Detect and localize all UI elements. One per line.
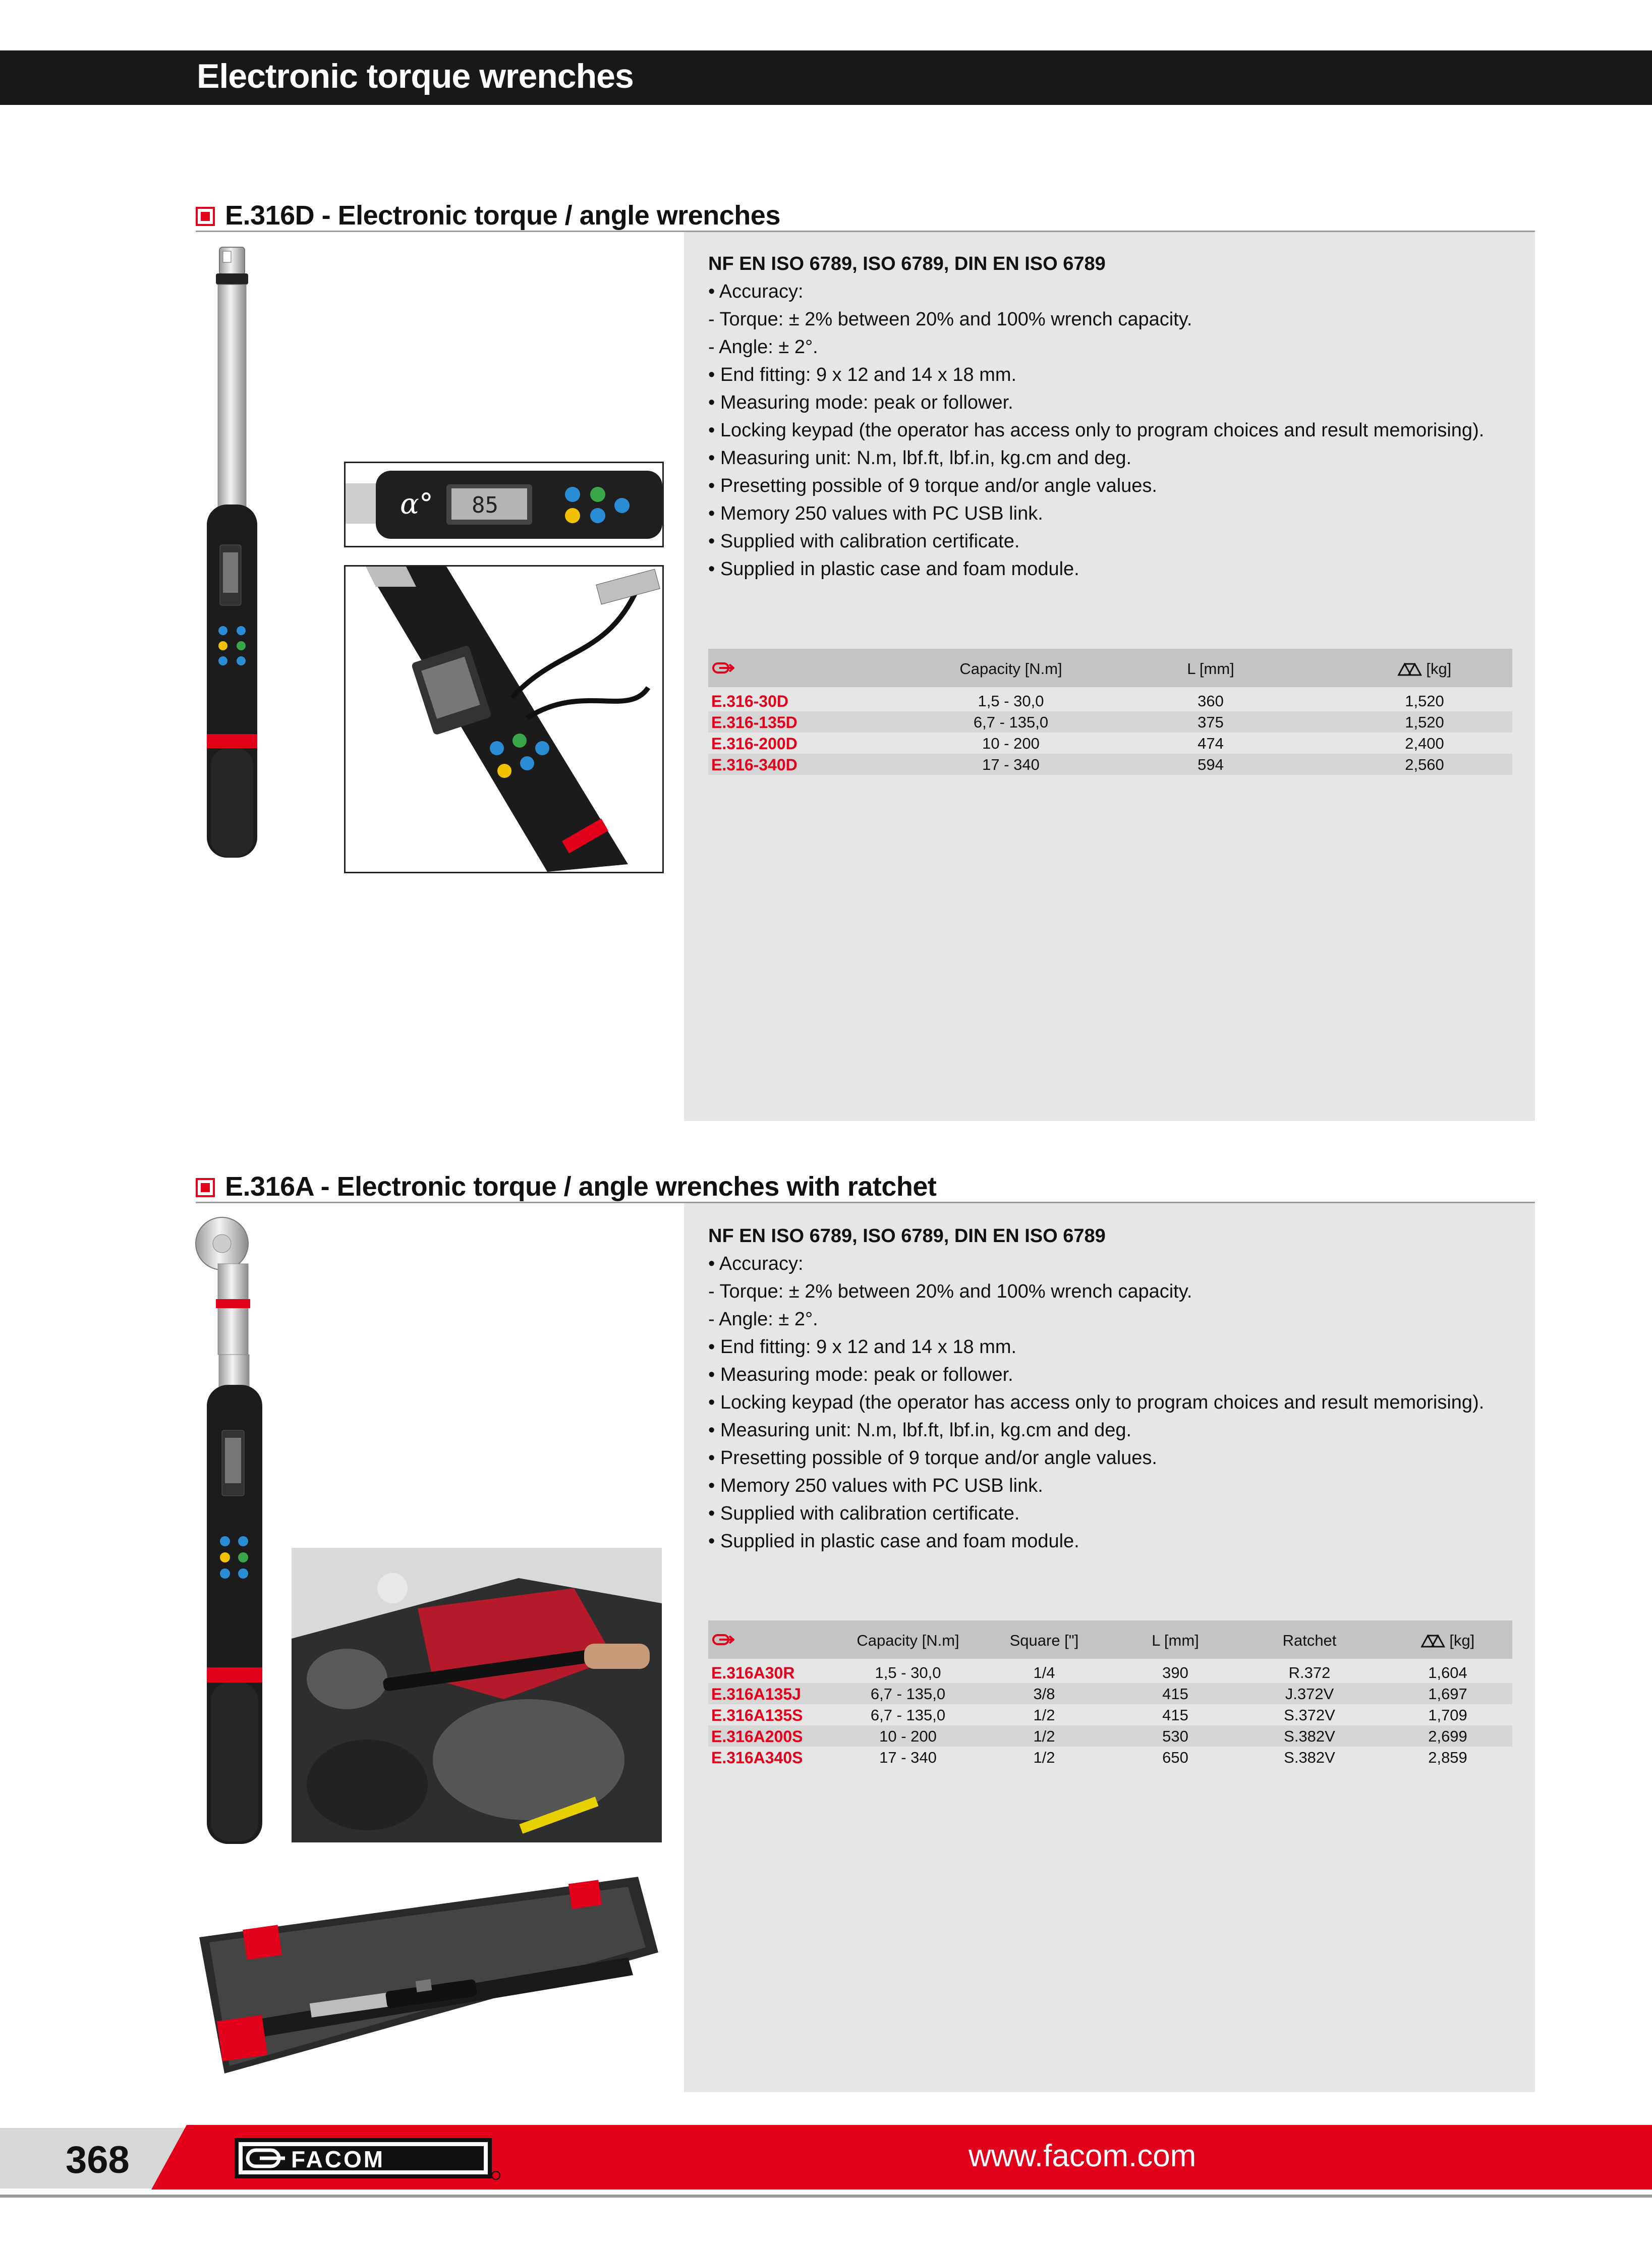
ratchet-cell: S.382V [1284, 1749, 1335, 1766]
ref-cell: E.316A200S [711, 1727, 803, 1746]
capacity-cell: 6,7 - 135,0 [973, 713, 1049, 731]
table-row [708, 1747, 1512, 1768]
section1-spec-list [708, 250, 1525, 583]
ratchet-cell: J.372V [1285, 1685, 1334, 1703]
spec-line: - Torque: ± 2% between 20% and 100% wrench capacity. [708, 1281, 1192, 1302]
spec-line: - Torque: ± 2% between 20% and 100% wrench capacity. [708, 309, 1192, 330]
spec-line: • Memory 250 values with PC USB link. [708, 1475, 1043, 1496]
product-table-2 [708, 1620, 1512, 1772]
table-row [708, 1662, 1512, 1683]
spec-line: • End fitting: 9 x 12 and 14 x 18 mm. [708, 364, 1017, 385]
spec-line: • Presetting possible of 9 torque and/or angle values. [708, 1447, 1157, 1469]
page-title: Electronic torque wrenches [197, 57, 634, 95]
length-cell: 415 [1162, 1706, 1188, 1724]
ratchet-cell: R.372 [1288, 1664, 1331, 1681]
capacity-cell: 17 - 340 [879, 1749, 937, 1766]
ref-cell: E.316-135D [711, 713, 797, 732]
capacity-cell: 10 - 200 [879, 1727, 937, 1745]
square-cell: 1/2 [1033, 1749, 1055, 1766]
weight-icon [1398, 663, 1422, 676]
section1-title: E.316D - Electronic torque / angle wrenches [225, 200, 780, 231]
usb-connection-image [344, 565, 664, 873]
capacity-cell: 1,5 - 30,0 [875, 1664, 941, 1681]
standards: NF EN ISO 6789, ISO 6789, DIN EN ISO 6789 [708, 253, 1106, 274]
col-weight [1421, 1632, 1475, 1650]
square-cell: 1/4 [1033, 1664, 1055, 1681]
ref-cell: E.316A30R [711, 1664, 795, 1682]
display-readout: 85 [472, 492, 498, 518]
weight-cell: 1,520 [1405, 692, 1444, 710]
page-number: 368 [66, 2139, 130, 2181]
ref-cell: E.316-200D [711, 735, 797, 753]
spec-line: • Measuring mode: peak or follower. [708, 392, 1013, 413]
spec-line: • Supplied in plastic case and foam module. [708, 558, 1079, 580]
engine-bay-photo [292, 1548, 662, 1842]
section2-spec-list [708, 1222, 1525, 1555]
weight-cell: 2,699 [1428, 1727, 1467, 1745]
weight-cell: 1,697 [1428, 1685, 1467, 1703]
facom-logo [235, 2135, 502, 2181]
capacity-cell: 17 - 340 [982, 756, 1040, 773]
table-row [708, 1704, 1512, 1725]
weight-icon [1421, 1635, 1445, 1648]
table-row [708, 711, 1512, 733]
length-cell: 650 [1162, 1749, 1188, 1766]
spec-line: • Supplied with calibration certificate. [708, 531, 1020, 552]
spec-line: • Locking keypad (the operator has access only to program choices and result memorising). [708, 420, 1485, 441]
col-weight-label: [kg] [1426, 660, 1452, 678]
table-header [708, 649, 1512, 687]
length-cell: 415 [1162, 1685, 1188, 1703]
length-cell: 390 [1162, 1664, 1188, 1681]
col-weight [1398, 660, 1452, 678]
reference-icon [712, 662, 734, 674]
weight-cell: 1,604 [1428, 1664, 1467, 1681]
length-cell: 360 [1198, 692, 1224, 710]
col-ratchet: Ratchet [1282, 1632, 1337, 1649]
square-cell: 1/2 [1033, 1706, 1055, 1724]
section-marker-icon [196, 1178, 215, 1197]
spec-line: • Memory 250 values with PC USB link. [708, 503, 1043, 524]
reference-icon [712, 1634, 734, 1646]
ref-cell: E.316A340S [711, 1749, 803, 1767]
weight-cell: 2,859 [1428, 1749, 1467, 1766]
ratchet-cell: S.382V [1284, 1727, 1335, 1745]
capacity-cell: 6,7 - 135,0 [870, 1685, 946, 1703]
brand-wordmark: FACOM [291, 2146, 385, 2172]
col-capacity: Capacity [N.m] [959, 660, 1062, 678]
col-square: Square ["] [1009, 1632, 1079, 1649]
ref-cell: E.316-30D [711, 692, 788, 710]
capacity-cell: 1,5 - 30,0 [978, 692, 1044, 710]
section2-title: E.316A - Electronic torque / angle wrenches with ratchet [225, 1171, 937, 1202]
spec-line: • Accuracy: [708, 281, 804, 302]
spec-line: • Measuring mode: peak or follower. [708, 1364, 1013, 1385]
footer-rule [0, 2195, 1652, 2198]
capacity-cell: 6,7 - 135,0 [870, 1706, 946, 1724]
weight-cell: 2,560 [1405, 756, 1444, 773]
length-cell: 594 [1198, 756, 1224, 773]
square-cell: 3/8 [1033, 1685, 1055, 1703]
length-cell: 474 [1198, 735, 1224, 752]
spec-line: - Angle: ± 2°. [708, 337, 818, 358]
col-length: L [mm] [1187, 660, 1234, 678]
weight-cell: 1,709 [1428, 1706, 1467, 1724]
weight-cell: 2,400 [1405, 735, 1444, 752]
ratchet-cell: S.372V [1284, 1706, 1335, 1724]
table-row [708, 690, 1512, 711]
spec-line: • Measuring unit: N.m, lbf.ft, lbf.in, kg.cm and deg. [708, 447, 1132, 469]
torque-wrench-image [192, 242, 272, 873]
table-row [708, 733, 1512, 754]
length-cell: 530 [1162, 1727, 1188, 1745]
spec-line: • Accuracy: [708, 1253, 804, 1274]
length-cell: 375 [1198, 713, 1224, 731]
square-cell: 1/2 [1033, 1727, 1055, 1745]
ref-cell: E.316-340D [711, 756, 797, 774]
spec-line: - Angle: ± 2°. [708, 1309, 818, 1330]
spec-line: • Presetting possible of 9 torque and/or angle values. [708, 475, 1157, 496]
plastic-case-image [194, 1867, 661, 2079]
capacity-cell: 10 - 200 [982, 735, 1040, 752]
website-link[interactable]: www.facom.com [969, 2139, 1197, 2173]
table-row [708, 754, 1512, 775]
ref-cell: E.316A135J [711, 1685, 801, 1703]
spec-line: • Locking keypad (the operator has access only to program choices and result memorising). [708, 1392, 1485, 1413]
col-length: L [mm] [1152, 1632, 1199, 1649]
spec-line: • Supplied with calibration certificate. [708, 1503, 1020, 1524]
angle-glyph: α° [400, 488, 433, 521]
spec-line: • Supplied in plastic case and foam module. [708, 1531, 1079, 1552]
product-table-1 [708, 649, 1512, 780]
ref-cell: E.316A135S [711, 1706, 803, 1724]
display-closeup-image [344, 462, 664, 547]
weight-cell: 1,520 [1405, 713, 1444, 731]
table-row [708, 1725, 1512, 1747]
col-capacity: Capacity [N.m] [857, 1632, 959, 1649]
section-marker-icon [196, 207, 215, 226]
facom-logo-mark [235, 2135, 502, 2181]
spec-line: • End fitting: 9 x 12 and 14 x 18 mm. [708, 1336, 1017, 1358]
col-weight-label: [kg] [1449, 1632, 1475, 1649]
standards: NF EN ISO 6789, ISO 6789, DIN EN ISO 6789 [708, 1225, 1106, 1247]
table-header [708, 1620, 1512, 1659]
spec-line: • Measuring unit: N.m, lbf.ft, lbf.in, kg.cm and deg. [708, 1420, 1132, 1441]
table-row [708, 1683, 1512, 1704]
ratchet-torque-wrench-image [187, 1213, 272, 1849]
